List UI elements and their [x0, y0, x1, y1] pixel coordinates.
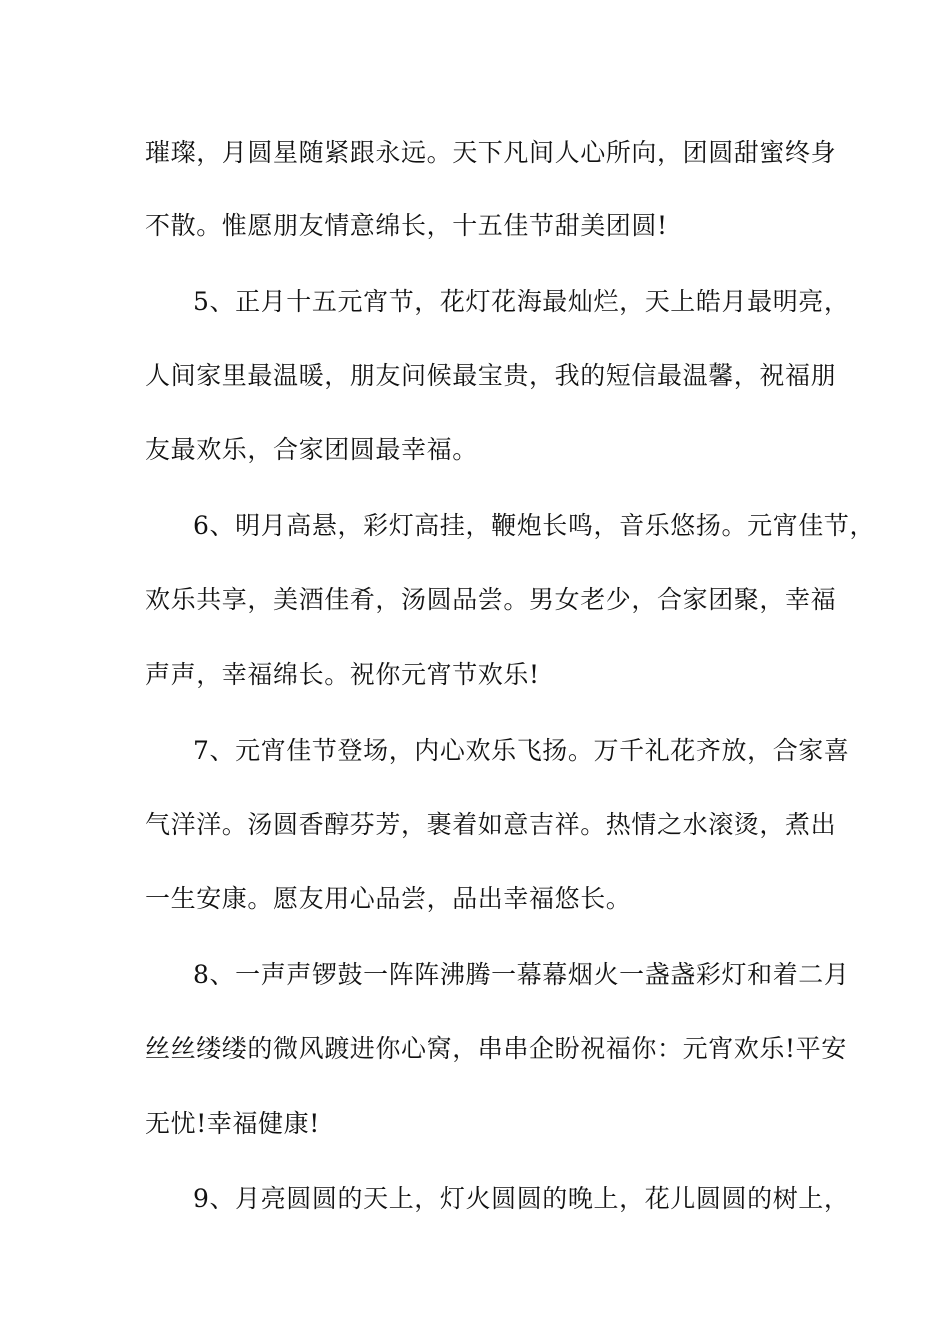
paragraph-5-start: 5、正月十五元宵节，花灯花海最灿烂，天上皓月最明亮，	[193, 287, 850, 316]
text-line: 丝丝缕缕的微风踱进你心窝，串串企盼祝福你：元宵欢乐!平安	[145, 1034, 847, 1063]
text-line: 气洋洋。汤圆香醇芬芳，裹着如意吉祥。热情之水滚烫，煮出	[145, 810, 837, 839]
paragraph-7-start: 7、元宵佳节登场，内心欢乐飞扬。万千礼花齐放，合家喜	[193, 736, 850, 765]
text-line: 璀璨，月圆星随紧跟永远。天下凡间人心所向，团圆甜蜜终身	[145, 138, 837, 167]
text-line: 声声，幸福绵长。祝你元宵节欢乐!	[145, 660, 540, 689]
text-line: 友最欢乐，合家团圆最幸福。	[145, 435, 478, 464]
text-line: 一生安康。愿友用心品尝，品出幸福悠长。	[145, 884, 632, 913]
paragraph-9-start: 9、月亮圆圆的天上，灯火圆圆的晚上，花儿圆圆的树上，	[193, 1184, 850, 1213]
paragraph-6-start: 6、明月高悬，彩灯高挂，鞭炮长鸣，音乐悠扬。元宵佳节，	[193, 511, 876, 540]
text-line: 不散。惟愿朋友情意绵长，十五佳节甜美团圆!	[145, 211, 668, 240]
text-line: 人间家里最温暖，朋友问候最宝贵，我的短信最温馨，祝福朋	[145, 361, 837, 390]
text-line: 无忧!幸福健康!	[145, 1109, 320, 1138]
paragraph-8-start: 8、一声声锣鼓一阵阵沸腾一幕幕烟火一盏盏彩灯和着二月	[193, 960, 850, 989]
text-line: 欢乐共享，美酒佳肴，汤圆品尝。男女老少，合家团聚，幸福	[145, 585, 837, 614]
